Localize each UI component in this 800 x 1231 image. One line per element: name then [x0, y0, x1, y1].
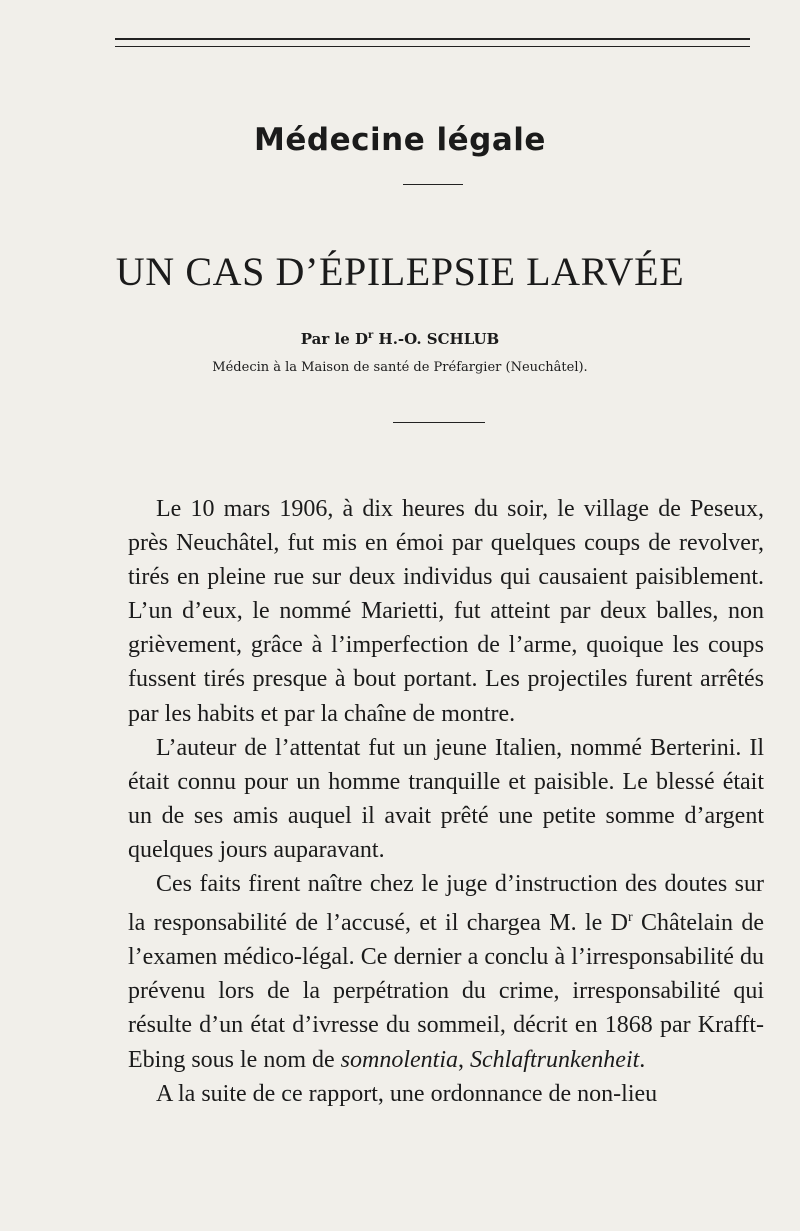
section-title: Médecine légale [254, 122, 546, 158]
author-affiliation: Médecin à la Maison de santé de Préfargier (Neuchâtel). [212, 360, 588, 375]
p3-term-somnolentia: somnolentia [340, 1046, 458, 1073]
article-title: UN CAS D’ÉPILEPSIE LARVÉE [115, 249, 685, 294]
header-rule [115, 38, 750, 47]
paragraph-4: A la suite de ce rapport, une ordonnance de non-lieu [156, 1080, 658, 1107]
paragraph-3 [128, 867, 764, 1077]
paragraph-2: L’auteur de l’attentat fut un jeune Italien, nommé Berterini. Il était connu pour un homme tranquille et paisible. Le blessé était un de ses amis auquel il avait prêté une petite somme d’argent quelques jours auparavant. [128, 734, 764, 863]
byline-sup: r [368, 330, 374, 341]
paragraph-1: Le 10 mars 1906, à dix heures du soir, le village de Peseux, près Neuchâtel, fut mis en émoi par quelques coups de revolver, tirés en pleine rue sur deux individus qui causaient paisiblement. L’un d’eux, le nommé Marietti, fut atteint par deux balles, non grièvement, grâce à l’imperfection de l’arme, quoique les coups fussent tirés presque à bout portant. Les projectiles furent arrêtés par les habits et par la chaîne de montre. [128, 496, 764, 727]
p3-term-schlaftrunkenheit: Schlaftrunkenheit [469, 1046, 640, 1073]
p3-text-d: . [639, 1046, 646, 1073]
p3-text-a: Ces faits firent naître chez le juge d’instruction des doutes sur la responsabilité de l’accusé, et il chargea M. le D [128, 871, 764, 937]
author-name: H.-O. SCHLUB [378, 330, 500, 348]
article-body [128, 492, 764, 1111]
p3-text-c: , [457, 1046, 470, 1073]
title-divider [393, 422, 485, 423]
byline-prefix: Par le D [300, 330, 368, 348]
byline [0, 330, 800, 348]
section-divider [403, 184, 463, 185]
p3-sup: r [627, 910, 633, 926]
p3-text-b: Châtelain de l’examen médico-légal. Ce dernier a conclu à l’irresponsabilité du prévenu lors de la perpétration du crime, irresponsabilité qui résulte d’un état d’ivresse du sommeil, décrit en 1868 par Krafft-Ebing sous le nom de [128, 910, 765, 1073]
